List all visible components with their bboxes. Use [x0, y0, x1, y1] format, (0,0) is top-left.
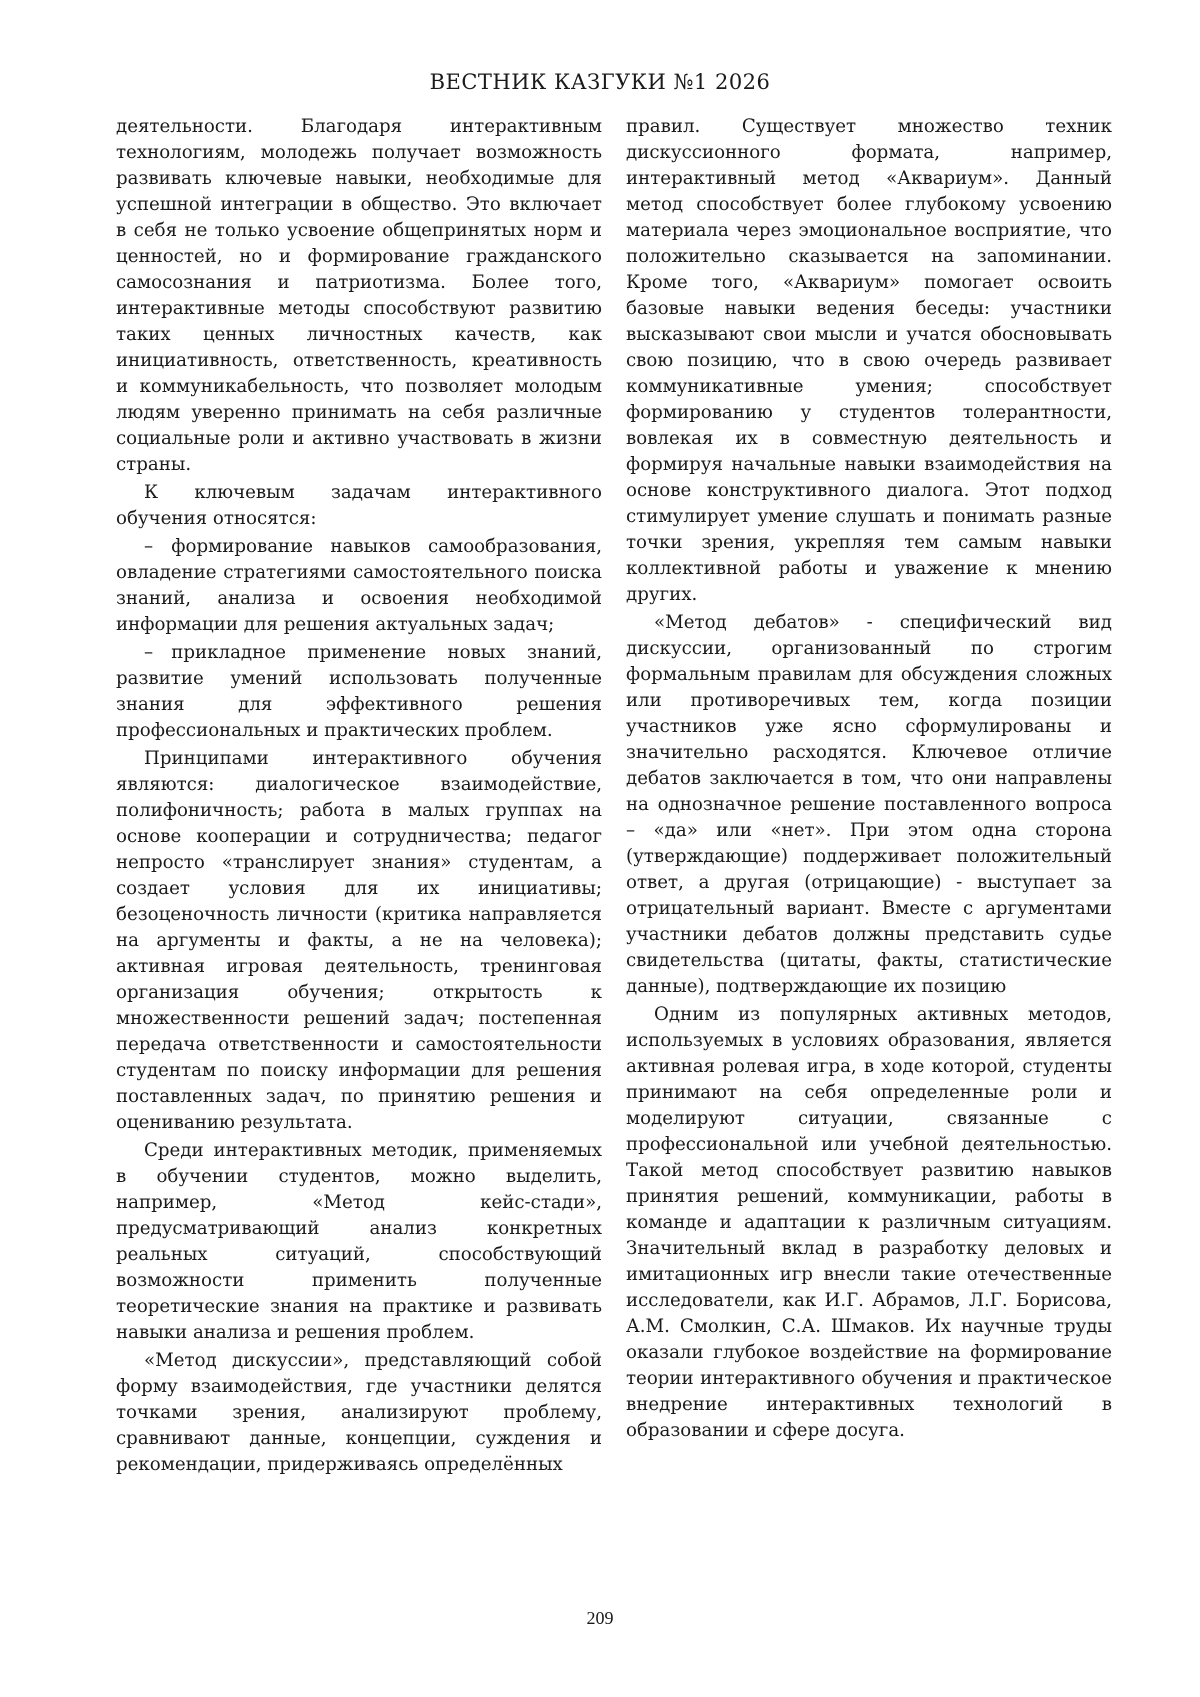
left-column: [116, 114, 602, 1480]
paragraph: деятельности. Благодаря интерактивным технологиям, молодежь получает возможность развивать ключевые навыки, необходимые для успешной интеграции в общество. Это включает в себя не только усвоение общепринятых норм и ценностей, но и формирование гражданского самосознания и патриотизма. Более того, интерактивные методы способствуют развитию таких ценных личностных качеств, как инициативность, ответственность, креативность и коммуникабельность, что позволяет молодым людям уверенно принимать на себя различные социальные роли и активно участвовать в жизни страны.: [116, 116, 602, 475]
paragraph: Одним из популярных активных методов, используемых в условиях образования, является активная ролевая игра, в ходе которой, студенты принимают на себя определенные роли и моделируют ситуации, связанные с профессиональной или учебной деятельностью. Такой метод способствует развитию навыков принятия решений, коммуникации, работы в команде и адаптации к различным ситуациям. Значительный вклад в разработку деловых и имитационных игр внесли такие отечественные исследователи, как И.Г. Абрамов, Л.Г. Борисова, А.М. Смолкин, С.А. Шмаков. Их научные труды оказали глубокое воздействие на формирование теории интерактивного обучения и практическое внедрение интерактивных технологий в образовании и сфере досуга.: [626, 1004, 1112, 1441]
list-item: – прикладное применение новых знаний, развитие умений использовать полученные знания для эффективного решения профессиональных и практических проблем.: [116, 642, 602, 741]
journal-header: ВЕСТНИК КАЗГУКИ №1 2026: [429, 70, 771, 94]
page-number: 209: [586, 1608, 614, 1628]
list-item: – формирование навыков самообразования, овладение стратегиями самостоятельного поиска знаний, анализа и освоения необходимой информации для решения актуальных задач;: [116, 536, 602, 635]
paragraph: «Метод дискуссии», представляющий собой форму взаимодействия, где участники делятся точками зрения, анализируют проблему, сравнивают данные, концепции, суждения и рекомендации, придерживаясь определённых: [116, 1350, 602, 1475]
paragraph: «Метод дебатов» - специфический вид дискуссии, организованный по строгим формальным правилам для обсуждения сложных или противоречивых тем, когда позиции участников уже ясно сформулированы и значительно расходятся. Ключевое отличие дебатов заключается в том, что они направлены на однозначное решение поставленного вопроса – «да» или «нет». При этом одна сторона (утверждающие) поддерживает положительный ответ, а другая (отрицающие) - выступает за отрицательный вариант. Вместе с аргументами участники дебатов должны представить судье свидетельства (цитаты, факты, статистические данные), подтверждающие их позицию: [626, 612, 1112, 997]
paragraph: правил. Существует множество техник дискуссионного формата, например, интерактивный метод «Аквариум». Данный метод способствует более глубокому усвоению материала через эмоциональное восприятие, что положительно сказывается на запоминании. Кроме того, «Аквариум» помогает освоить базовые навыки ведения беседы: участники высказывают свои мысли и учатся обосновывать свою позицию, что в свою очередь развивает коммуникативные умения; способствует формированию у студентов толерантности, вовлекая их в совместную деятельность и формируя начальные навыки взаимодействия на основе конструктивного диалога. Этот подход стимулирует умение слушать и понимать разные точки зрения, укрепляя тем самым навыки коллективной работы и уважение к мнению других.: [626, 116, 1112, 605]
paragraph: Принципами интерактивного обучения являются: диалогическое взаимодействие, полифоничность; работа в малых группах на основе кооперации и сотрудничества; педагог непросто «транслирует знания» студентам, а создает условия для их инициативы; безоценочность личности (критика направляется на аргументы и факты, а не на человека); активная игровая деятельность, тренинговая организация обучения; открытость к множественности решений задач; постепенная передача ответственности и самостоятельности студентам по поиску информации для решения поставленных задач, по принятию решения и оцениванию результата.: [116, 748, 602, 1133]
paragraph: К ключевым задачам интерактивного обучения относятся:: [116, 482, 602, 529]
right-column: [626, 114, 1112, 1446]
paragraph: Среди интерактивных методик, применяемых в обучении студентов, можно выделить, например, «Метод кейс-стади», предусматривающий анализ конкретных реальных ситуаций, способствующий возможности применить полученные теоретические знания на практике и развивать навыки анализа и решения проблем.: [116, 1140, 602, 1343]
